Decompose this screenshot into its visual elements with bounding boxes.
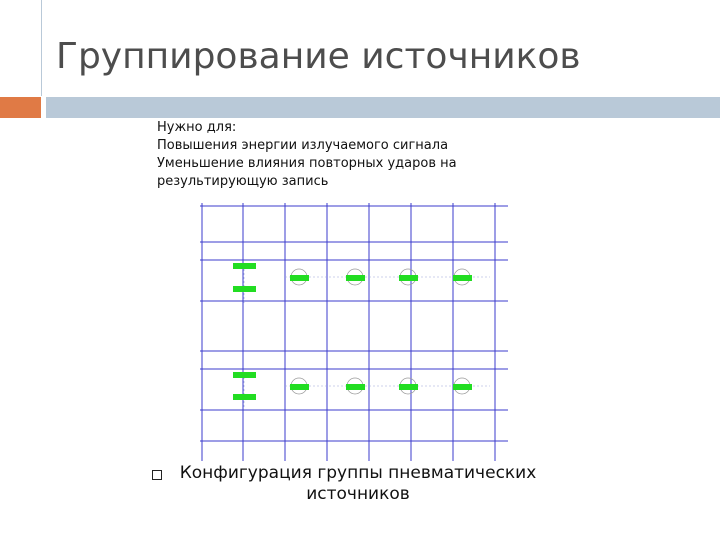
intro-line: Повышения энергии излучаемого сигнала bbox=[157, 138, 449, 153]
header-bar bbox=[46, 97, 720, 118]
source-group-bottom bbox=[233, 372, 472, 400]
intro-line: Уменьшение влияния повторных ударов на bbox=[157, 156, 457, 171]
page-title: Группирование источников bbox=[56, 36, 581, 77]
caption-line: Конфигурация группы пневматических bbox=[179, 463, 537, 483]
square-bullet-icon bbox=[152, 470, 162, 480]
accent-bar bbox=[0, 97, 41, 118]
left-divider-line bbox=[41, 0, 42, 96]
intro-text bbox=[157, 119, 517, 191]
figure-caption bbox=[168, 463, 548, 505]
source-group-top bbox=[233, 263, 472, 292]
intro-line: результирующую запись bbox=[157, 174, 329, 189]
intro-line: Нужно для: bbox=[157, 120, 237, 135]
source-array-diagram bbox=[200, 203, 510, 461]
caption-line: источников bbox=[306, 484, 410, 504]
